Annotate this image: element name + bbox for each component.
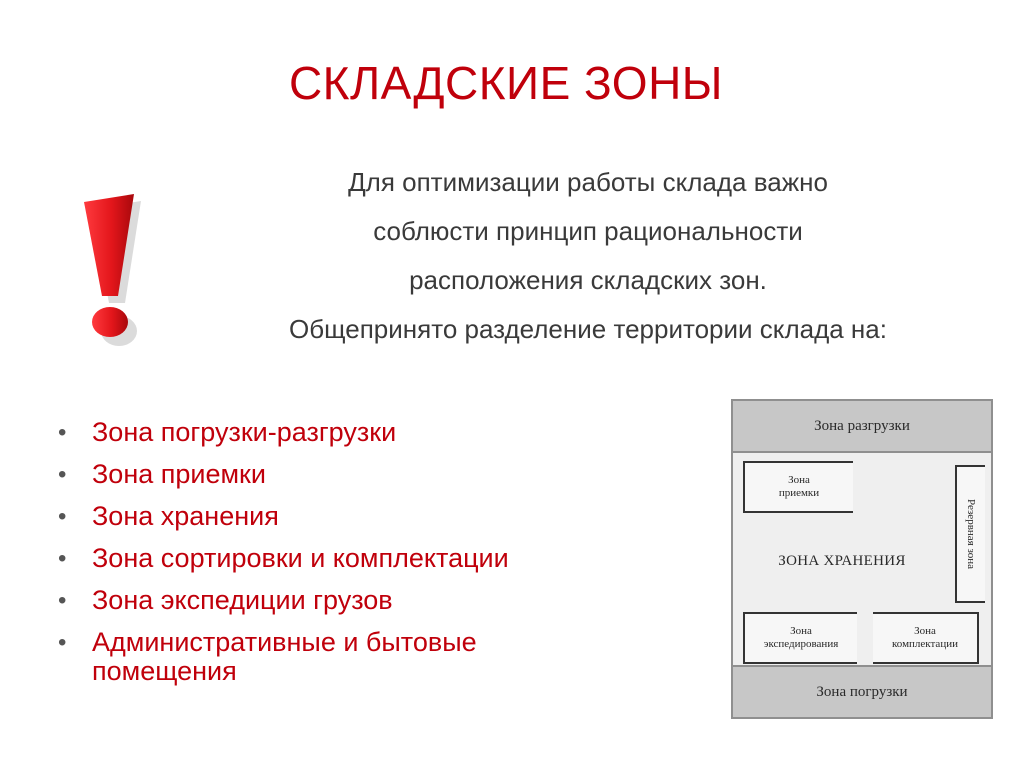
zone-label: • Зона хранения xyxy=(92,501,279,531)
zone-label: • Зона экспедиции грузов xyxy=(92,585,393,615)
zone-list-item xyxy=(50,460,690,489)
intro-text xyxy=(188,158,988,354)
reserve-zone xyxy=(955,465,985,603)
zone-list-item xyxy=(50,544,690,573)
zone-label: • Зона погрузки-разгрузки xyxy=(92,417,397,447)
expedition-zone-label: Зона xyxy=(790,625,812,637)
storage-zone-label: ЗОНА ХРАНЕНИЯ xyxy=(778,553,906,569)
slide-title: СКЛАДСКИЕ ЗОНЫ xyxy=(288,57,724,109)
reserve-zone-label: Резервная зона xyxy=(965,498,977,570)
expedition-zone xyxy=(743,612,857,664)
zone-list-item xyxy=(50,418,690,447)
picking-zone-label: комплектации xyxy=(892,638,958,650)
expedition-zone-label: экспедирования xyxy=(763,638,839,650)
acceptance-zone-label: Зона xyxy=(788,474,810,486)
intro-line: Общепринято разделение территории склада на: xyxy=(289,314,887,344)
zone-list xyxy=(50,418,690,699)
zone-label: • Зона приемки xyxy=(92,459,266,489)
unloading-zone: Зона разгрузки xyxy=(733,401,991,453)
warehouse-layout-diagram xyxy=(731,399,993,719)
intro-line: соблюсти принцип рациональности xyxy=(373,216,803,246)
zone-label: • Зона сортировки и комплектации xyxy=(92,543,509,573)
zone-list-item xyxy=(50,628,690,686)
acceptance-zone xyxy=(743,461,853,513)
exclamation-mark-icon xyxy=(68,190,148,350)
picking-zone xyxy=(873,612,979,664)
loading-zone: Зона погрузки xyxy=(733,665,991,717)
picking-zone-label: Зона xyxy=(914,625,936,637)
zone-label: • Административные и бытовые помещения xyxy=(92,627,477,686)
intro-line: Для оптимизации работы склада важно xyxy=(348,167,828,197)
acceptance-zone-label: приемки xyxy=(778,487,820,499)
zone-list-item xyxy=(50,502,690,531)
zone-list-item xyxy=(50,586,690,615)
intro-line: расположения складских зон. xyxy=(409,265,767,295)
